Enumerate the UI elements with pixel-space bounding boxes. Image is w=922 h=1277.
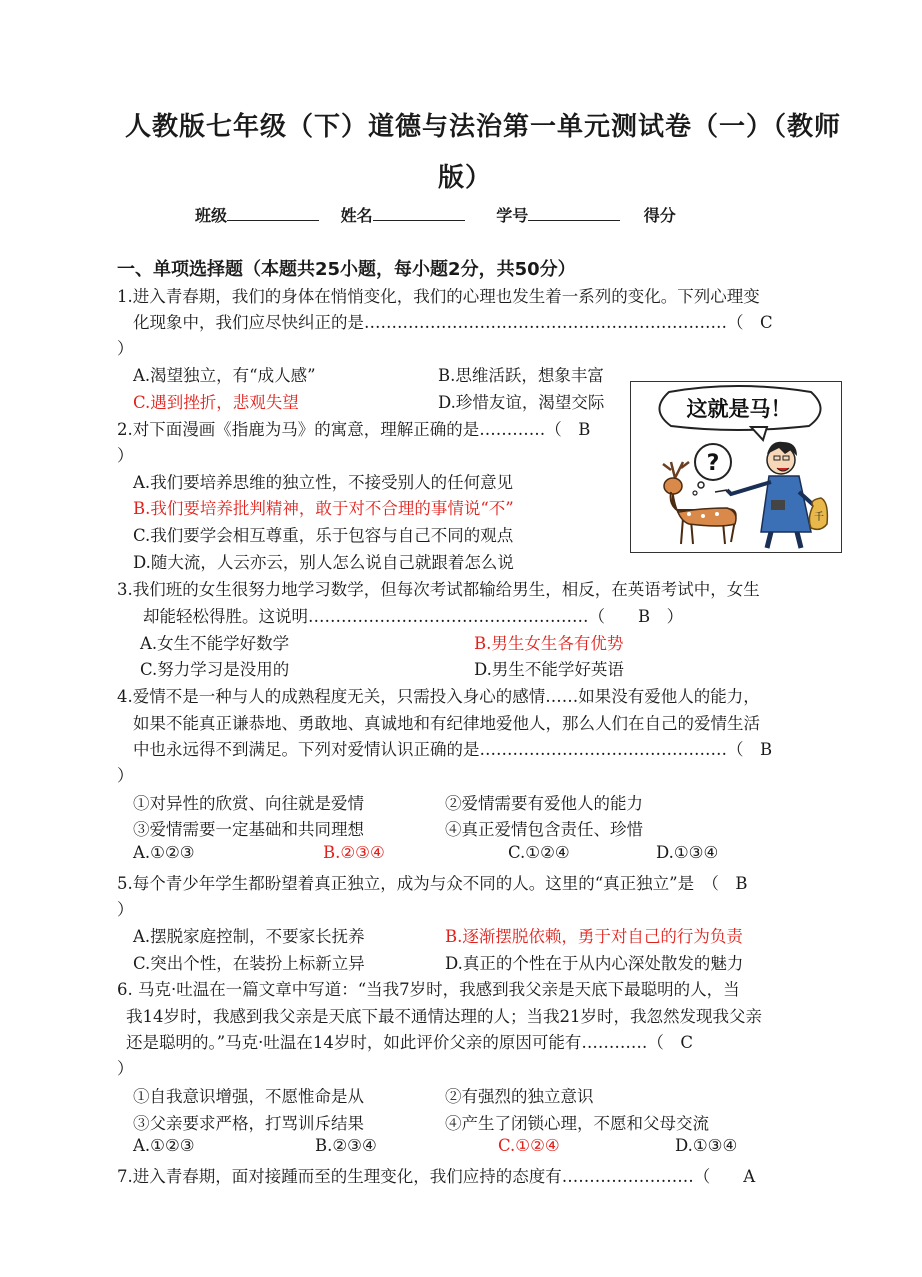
q2-option-d: D.随大流，人云亦云，别人怎么说自己就跟着怎么说 [133,553,514,572]
cartoon-question-mark: ? [706,451,720,476]
q1-option-a: A.渴望独立，有“成人感” [133,366,316,385]
q6-option-b: B.②③④ [315,1136,377,1155]
q4-statement-4: ④真正爱情包含责任、珍惜 [445,820,643,839]
q6-stem-line3: 还是聪明的。”马克·吐温在14岁时，如此评价父亲的原因可能有…………（ C [126,1033,694,1052]
q6-option-c-answer: C.①②④ [498,1136,560,1155]
class-blank [227,206,319,221]
q4-stem-line3: 中也永远得不到满足。下列对爱情认识正确的是………………………………………（ B [133,740,773,759]
q6-statement-2: ②有强烈的独立意识 [445,1087,594,1106]
q6-option-a: A.①②③ [133,1136,195,1155]
id-blank [528,206,620,221]
q4-option-d: D.①③④ [656,843,719,862]
q2-option-a: A.我们要培养思维的独立性，不接受别人的任何意见 [133,473,514,492]
name-blank [373,206,465,221]
section-heading: 一、单项选择题（本题共25小题，每小题2分，共50分） [117,259,576,280]
q3-option-a: A.女生不能学好数学 [140,634,290,653]
q3-option-d: D.男生不能学好英语 [474,660,624,679]
page-title-continued: 版） [438,163,493,193]
q4-option-b-answer: B.②③④ [323,843,385,862]
q5-option-d: D.真正的个性在于从内心深处散发的魅力 [445,954,744,973]
q5-stem-line1: 5.每个青少年学生都盼望着真正独立，成为与众不同的人。这里的“真正独立”是 （ B [117,874,748,893]
q2-option-b-answer: B.我们要培养批判精神，敢于对不合理的事情说“不” [133,499,514,518]
q5-option-a: A.摆脱家庭控制，不要家长抚养 [133,927,365,946]
q6-statement-3: ③父亲要求严格，打骂训斥结果 [133,1114,364,1133]
q5-option-c: C.突出个性，在装扮上标新立异 [133,954,365,973]
q4-statement-3: ③爱情需要一定基础和共同理想 [133,820,364,839]
page-title: 人教版七年级（下）道德与法治第一单元测试卷（一）（教师 [125,112,842,142]
id-label: 学号 [496,206,529,225]
q4-statement-1: ①对异性的欣赏、向往就是爱情 [133,794,364,813]
q6-statement-1: ①自我意识增强，不愿惟命是从 [133,1087,364,1106]
q2-stem-line1: 2.对下面漫画《指鹿为马》的寓意，理解正确的是…………（ B [117,420,591,439]
cartoon-caption: 这就是马！ [686,397,792,421]
student-info-row [195,203,676,226]
q6-option-d: D.①③④ [675,1136,738,1155]
score-label: 得分 [643,206,676,225]
cartoon-figure [630,381,842,553]
q1-option-b: B.思维活跃，想象丰富 [438,366,604,385]
q6-stem-line4: ） [117,1059,134,1078]
q4-stem-line2: 如果不能真正谦恭地、勇敢地、真诚地和有纪律地爱他人，那么人们在自己的爱情生活 [133,714,760,733]
cartoon-illustration [631,382,841,552]
q4-option-a: A.①②③ [133,843,195,862]
q6-stem-line2: 我14岁时，我感到我父亲是天底下最不通情达理的人；当我21岁时，我忽然发现我父亲 [126,1007,762,1026]
q4-option-c: C.①②④ [508,843,570,862]
q7-stem-line1: 7.进入青春期，面对接踵而至的生理变化，我们应持的态度有……………………（ A [117,1167,756,1186]
q3-option-b-answer: B.男生女生各有优势 [474,634,624,653]
q1-stem-line3: ） [117,339,134,358]
money-bag-label: 千 [814,512,824,523]
q1-option-c-answer: C.遇到挫折，悲观失望 [133,393,299,412]
q1-option-d: D.珍惜友谊，渴望交际 [438,393,605,412]
q1-stem-line1: 1.进入青春期，我们的身体在悄悄变化，我们的心理也发生着一系列的变化。下列心理变 [117,287,760,306]
q4-statement-2: ②爱情需要有爱他人的能力 [445,794,643,813]
q3-stem-line2: 却能轻松得胜。这说明……………………………………………（ B ） [143,607,684,626]
q5-stem-line2: ） [117,900,134,919]
q6-stem-line1: 6. 马克·吐温在一篇文章中写道：“当我7岁时，我感到我父亲是天底下最聪明的人，当 [117,980,740,999]
q2-stem-line2: ） [117,446,134,465]
q6-statement-4: ④产生了闭锁心理，不愿和父母交流 [445,1114,709,1133]
q2-option-c: C.我们要学会相互尊重，乐于包容与自己不同的观点 [133,526,514,545]
q5-option-b-answer: B.逐渐摆脱依赖，勇于对自己的行为负责 [445,927,743,946]
class-label: 班级 [195,206,228,225]
q4-stem-line4: ） [117,766,134,785]
name-label: 姓名 [340,206,373,225]
q4-stem-line1: 4.爱情不是一种与人的成熟程度无关，只需投入身心的感情……如果没有爱他人的能力， [117,687,760,706]
q3-stem-line1: 3.我们班的女生很努力地学习数学，但每次考试都输给男生，相反，在英语考试中，女生 [117,580,760,599]
q3-option-c: C.努力学习是没用的 [140,660,290,679]
q1-stem-line2: 化现象中，我们应尽快纠正的是…………………………………………………………（ C [133,313,773,332]
